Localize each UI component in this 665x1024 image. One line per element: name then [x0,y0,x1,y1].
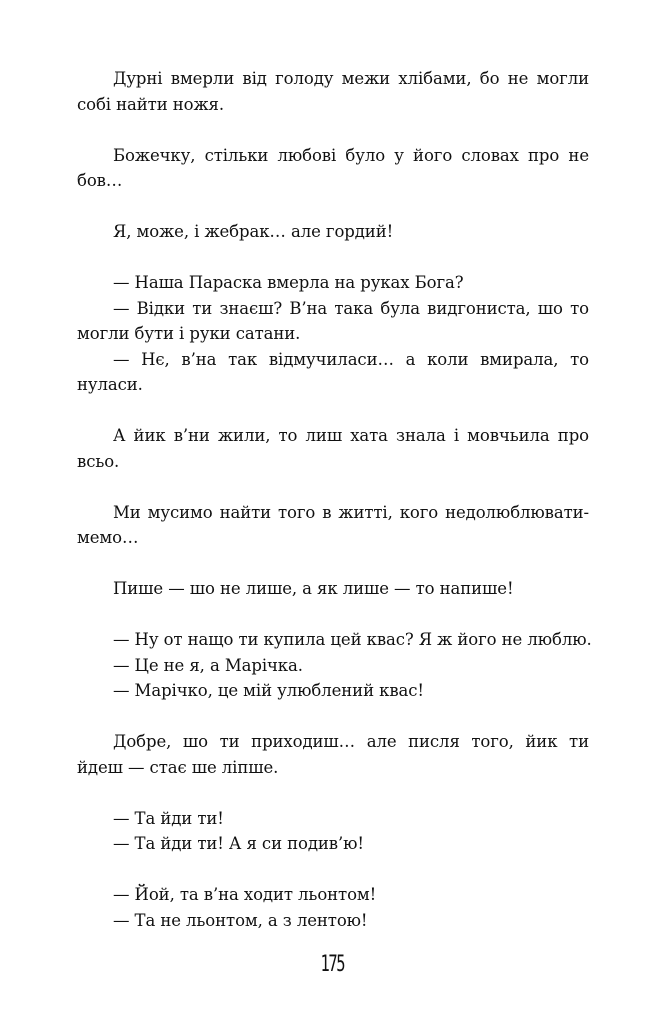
text-line: Добре, шо ти приходиш… але писля того, йик ти [113,732,589,751]
text-line: бов… [77,171,123,190]
text-line: — Йой, та в’на ходит льонтом! [113,885,377,904]
paragraph-block [77,423,589,474]
text-line: мемо… [77,528,139,547]
text-line: — Марічко, це мій улюблений квас! [113,681,424,700]
paragraph-block [77,729,589,780]
paragraph-block [77,219,589,245]
paragraph-block [77,576,589,602]
text-line: А йик в’ни жили, то лиш хата знала і мовчьила про [113,426,589,445]
text-line: могли бути і руки сатани. [77,324,301,343]
text-line: — Ну от нащо ти купила цей квас? Я ж його не люблю. [113,630,592,649]
text-line: Божечку, стільки любові було у його словах про не [113,145,589,165]
text-line: — Та йди ти! [113,808,224,828]
text-line: Я, може, і жебрак… але гордий! [113,222,394,241]
page-body [77,66,592,959]
page-number: 175 [320,952,345,977]
text-line: Пише — шо не лише, а як лише — то напише! [113,579,514,598]
paragraph-block [77,66,589,117]
text-line: Дурні вмерли від голоду межи хлібами, бо не могли [113,69,589,88]
text-line: — Нє, в’на так відмучиласи… а коли вмирала, то [113,349,589,369]
text-line: Ми мусимо найти того в житті, кого недолюблювати- [113,502,589,522]
paragraph-block [77,882,589,933]
paragraph-block [77,270,589,398]
text-line: — Наша Параска вмерла на руках Бога? [113,273,464,292]
text-line: — Це не я, а Марічка. [113,655,303,675]
paragraph-block [77,500,589,551]
text-line: йдеш — стає ше ліпше. [77,757,279,777]
text-line: — Та не льонтом, а з лентою! [113,910,368,930]
paragraph-block [77,143,589,194]
text-line: собі найти ножя. [77,94,224,114]
text-line: — Та йди ти! А я си подив’ю! [113,834,364,853]
paragraph-block [77,627,592,704]
text-line: нуласи. [77,375,143,394]
text-line: всьо. [77,451,120,471]
paragraph-block [77,806,589,857]
text-line: — Відки ти знаєш? В’на така була видгониста, шо то [113,298,589,318]
